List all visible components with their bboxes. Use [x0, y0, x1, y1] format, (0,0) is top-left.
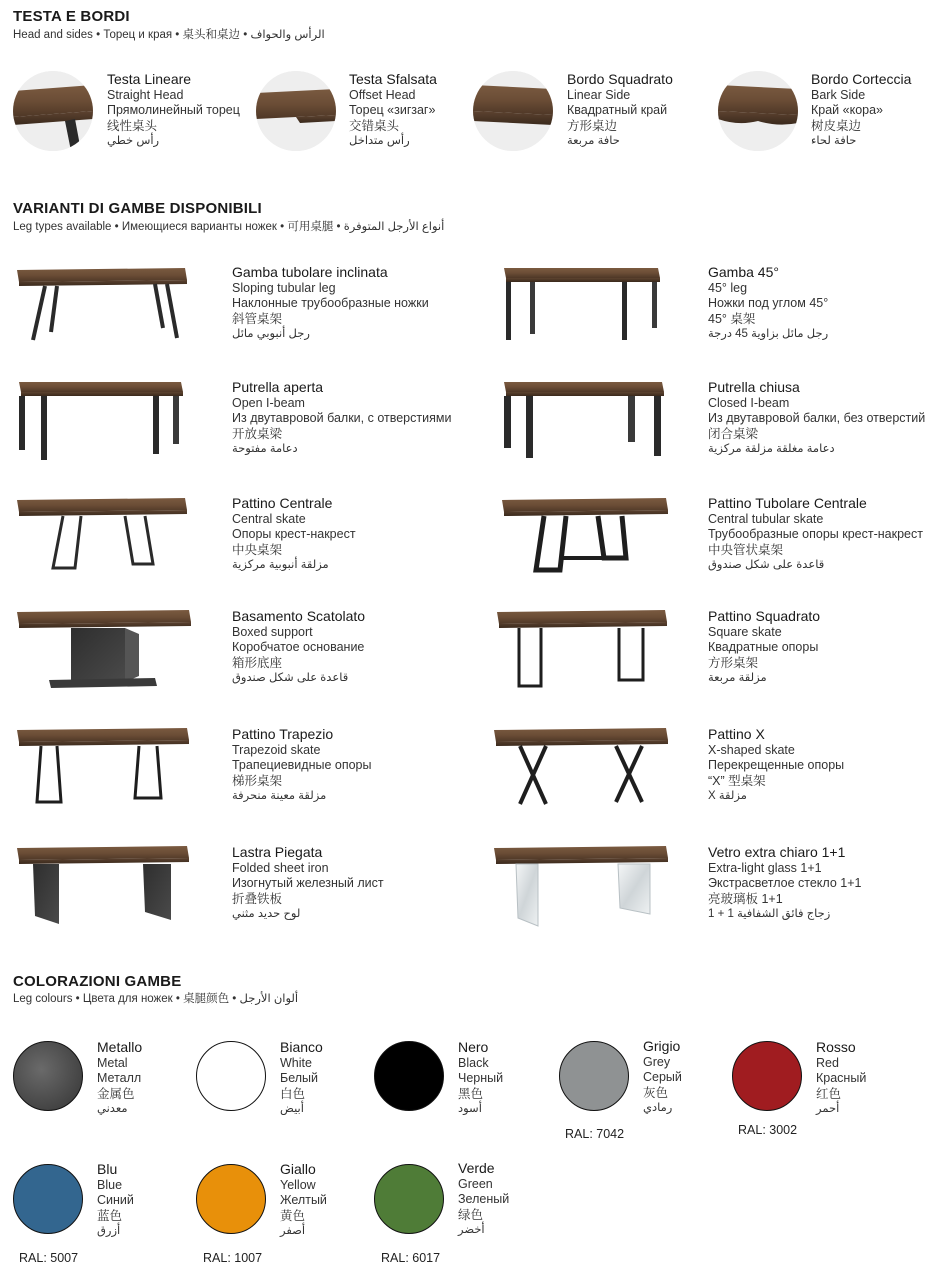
- linear-side-thumbnail: [473, 71, 553, 151]
- head-item-4-zh: 树皮桌边: [811, 118, 862, 133]
- head-item-4-ar: حافة لحاء: [811, 135, 857, 148]
- open-i-beam-table-icon: [15, 378, 185, 462]
- yellow-ral-code: RAL: 1007: [203, 1251, 263, 1265]
- x-shaped-skate-table-icon: [492, 724, 670, 810]
- straight-head-thumbnail: [13, 71, 93, 151]
- grey-swatch: [559, 1041, 629, 1111]
- colour-1-zh: 金属色: [97, 1086, 135, 1101]
- head-item-3-en: Linear Side: [567, 87, 631, 102]
- white-swatch: [196, 1041, 266, 1111]
- red-swatch: [732, 1041, 802, 1111]
- colour-1-name: Metallo: [97, 1039, 143, 1055]
- grey-ral-code: RAL: 7042: [565, 1127, 625, 1141]
- colour-5-name: Rosso: [816, 1039, 856, 1055]
- leg-2-zh: 45° 桌架: [708, 311, 756, 326]
- leg-5-zh: 中央桌架: [232, 542, 283, 557]
- leg-12-name: Vetro extra chiaro 1+1: [708, 844, 846, 860]
- leg-7-ru: Коробчатое основание: [232, 640, 365, 655]
- leg-8-zh: 方形桌架: [708, 655, 759, 670]
- head-item-1-ru: Прямолинейный торец: [107, 103, 240, 118]
- leg-7-name: Basamento Scatolato: [232, 608, 366, 624]
- boxed-support-table-icon: [15, 606, 193, 690]
- leg-11-ar: لوح حديد مثني: [232, 908, 301, 921]
- colour-7-en: Yellow: [280, 1177, 316, 1192]
- colour-2-name: Bianco: [280, 1039, 323, 1055]
- colour-3-name: Nero: [458, 1039, 489, 1055]
- head-item-2-en: Offset Head: [349, 87, 416, 102]
- leg-7-ar: قاعدة على شكل صندوق: [232, 672, 349, 685]
- leg-5-name: Pattino Centrale: [232, 495, 333, 511]
- leg-3-name: Putrella aperta: [232, 379, 324, 395]
- leg-11-name: Lastra Piegata: [232, 844, 323, 860]
- leg-7-en: Boxed support: [232, 624, 313, 639]
- leg-4-ar: دعامة مغلقة مزلقة مركزية: [708, 443, 835, 456]
- leg-2-en: 45° leg: [708, 280, 748, 295]
- central-tubular-skate-table-icon: [500, 494, 670, 576]
- leg-3-en: Open I-beam: [232, 395, 305, 410]
- metal-swatch: [13, 1041, 83, 1111]
- yellow-swatch: [196, 1164, 266, 1234]
- leg-11-en: Folded sheet iron: [232, 860, 329, 875]
- leg-11-ru: Изогнутый железный лист: [232, 876, 384, 891]
- colour-3-ar: أسود: [458, 1103, 482, 1116]
- leg-10-zh: “X” 型桌架: [708, 773, 766, 788]
- leg-2-ar: رجل مائل بزاوية 45 درجة: [708, 328, 829, 341]
- colours-section-title: COLORAZIONI GAMBE: [13, 973, 182, 990]
- folded-sheet-iron-table-icon: [15, 842, 191, 928]
- head-item-4-en: Bark Side: [811, 87, 866, 102]
- leg-3-ar: دعامة مفتوحة: [232, 443, 298, 456]
- black-swatch: [374, 1041, 444, 1111]
- leg-4-en: Closed I-beam: [708, 395, 790, 410]
- head-item-1-zh: 线性桌头: [107, 118, 158, 133]
- colour-4-en: Grey: [643, 1054, 671, 1069]
- leg-4-name: Putrella chiusa: [708, 379, 800, 395]
- colour-4-ru: Серый: [643, 1070, 682, 1085]
- leg-6-ru: Трубообразные опоры крест-накрест: [708, 527, 923, 542]
- colour-8-en: Green: [458, 1176, 493, 1191]
- head-section-subtitle: Head and sides • Торец и края • 桌头和桌边 • الرأس والحواف: [13, 29, 325, 41]
- leg-9-name: Pattino Trapezio: [232, 726, 334, 742]
- leg-12-en: Extra-light glass 1+1: [708, 860, 822, 875]
- head-item-3-name: Bordo Squadrato: [567, 71, 673, 87]
- leg-9-en: Trapezoid skate: [232, 742, 321, 757]
- leg-5-en: Central skate: [232, 511, 306, 526]
- leg-12-ru: Экстрасветлое стекло 1+1: [708, 876, 862, 891]
- leg-11-zh: 折叠铁板: [232, 891, 283, 906]
- colour-2-ru: Белый: [280, 1071, 319, 1086]
- central-skate-table-icon: [15, 494, 190, 574]
- leg-5-ru: Опоры крест-накрест: [232, 527, 356, 542]
- leg-6-name: Pattino Tubolare Centrale: [708, 495, 867, 511]
- colour-6-ar: أزرق: [97, 1225, 121, 1238]
- leg-8-ru: Квадратные опоры: [708, 640, 819, 655]
- colour-2-ar: أبيض: [280, 1103, 304, 1116]
- leg-6-en: Central tubular skate: [708, 511, 824, 526]
- leg-8-ar: مزلقة مربعة: [708, 672, 767, 685]
- colour-5-zh: 红色: [816, 1086, 842, 1101]
- square-skate-table-icon: [495, 606, 670, 690]
- colour-6-ru: Синий: [97, 1193, 134, 1208]
- trapezoid-skate-table-icon: [15, 724, 191, 808]
- leg-1-zh: 斜管桌架: [232, 311, 283, 326]
- colour-5-ru: Красный: [816, 1071, 867, 1086]
- leg-8-name: Pattino Squadrato: [708, 608, 821, 624]
- colour-1-en: Metal: [97, 1055, 128, 1070]
- head-item-4-ru: Край «кора»: [811, 103, 884, 118]
- colour-5-en: Red: [816, 1055, 839, 1070]
- head-item-3-zh: 方形桌边: [567, 118, 618, 133]
- colour-7-zh: 黄色: [280, 1208, 306, 1223]
- blue-swatch: [13, 1164, 83, 1234]
- colour-7-ar: أصفر: [280, 1225, 306, 1238]
- colour-3-ru: Черный: [458, 1071, 504, 1086]
- colour-8-zh: 绿色: [458, 1207, 484, 1222]
- offset-head-thumbnail: [256, 71, 336, 151]
- colour-1-ru: Металл: [97, 1071, 142, 1086]
- leg-2-ru: Ножки под углом 45°: [708, 296, 829, 311]
- head-item-3-ar: حافة مربعة: [567, 135, 620, 148]
- leg-1-ar: رجل أنبوبي مائل: [232, 328, 310, 341]
- colour-8-name: Verde: [458, 1160, 495, 1176]
- green-ral-code: RAL: 6017: [381, 1251, 441, 1265]
- colour-6-zh: 蓝色: [97, 1208, 123, 1223]
- head-item-2-name: Testa Sfalsata: [349, 71, 437, 87]
- leg-9-ru: Трапециевидные опоры: [232, 758, 372, 773]
- leg-9-ar: مزلقة معينة منحرفة: [232, 790, 327, 803]
- leg-10-ru: Перекрещенные опоры: [708, 758, 845, 773]
- colour-4-ar: رمادي: [643, 1102, 673, 1115]
- colour-6-name: Blu: [97, 1161, 118, 1177]
- leg-4-ru: Из двутавровой балки, без отверстий: [708, 411, 926, 426]
- leg-3-ru: Из двутавровой балки, с отверстиями: [232, 411, 452, 426]
- 45-degree-leg-table-icon: [500, 262, 665, 344]
- head-section-title: TESTA E BORDI: [13, 8, 130, 25]
- leg-10-en: X-shaped skate: [708, 742, 795, 757]
- leg-6-zh: 中央管状桌架: [708, 542, 784, 557]
- colour-5-ar: أحمر: [816, 1103, 840, 1116]
- colour-4-name: Grigio: [643, 1038, 681, 1054]
- leg-12-ar: زجاج فائق الشفافية 1 + 1: [708, 908, 831, 921]
- red-ral-code: RAL: 3002: [738, 1123, 798, 1137]
- head-item-3-ru: Квадратный край: [567, 103, 668, 118]
- leg-10-name: Pattino X: [708, 726, 765, 742]
- closed-i-beam-table-icon: [500, 378, 670, 462]
- leg-10-ar: مزلقة X: [708, 790, 747, 803]
- head-item-2-zh: 交错桌头: [349, 118, 400, 133]
- head-item-4-name: Bordo Corteccia: [811, 71, 912, 87]
- colour-1-ar: معدني: [97, 1103, 128, 1116]
- colours-section-subtitle: Leg colours • Цвета для ножек • 桌腿颜色 • ألوان الأرجل: [13, 993, 299, 1005]
- head-item-1-ar: رأس خطي: [107, 135, 160, 148]
- leg-9-zh: 梯形桌架: [232, 773, 283, 788]
- colour-7-name: Giallo: [280, 1161, 316, 1177]
- bark-side-thumbnail: [718, 71, 798, 151]
- colour-4-zh: 灰色: [643, 1085, 669, 1100]
- colour-2-en: White: [280, 1055, 312, 1070]
- leg-7-zh: 箱形底座: [232, 655, 283, 670]
- head-item-1-name: Testa Lineare: [107, 71, 192, 87]
- leg-1-name: Gamba tubolare inclinata: [232, 264, 388, 280]
- colour-8-ru: Зеленый: [458, 1192, 510, 1207]
- leg-2-name: Gamba 45°: [708, 264, 779, 280]
- colour-7-ru: Желтый: [280, 1193, 327, 1208]
- leg-5-ar: مزلقة أنبوبية مركزية: [232, 559, 329, 572]
- colour-2-zh: 白色: [280, 1086, 306, 1101]
- leg-1-en: Sloping tubular leg: [232, 280, 336, 295]
- extra-light-glass-table-icon: [492, 842, 670, 930]
- colour-3-en: Black: [458, 1055, 489, 1070]
- leg-1-ru: Наклонные трубообразные ножки: [232, 296, 429, 311]
- leg-12-zh: 亮玻璃板 1+1: [708, 891, 783, 906]
- sloping-leg-table-icon: [15, 262, 190, 344]
- leg-4-zh: 闭合桌梁: [708, 426, 759, 441]
- colour-6-en: Blue: [97, 1177, 123, 1192]
- head-item-1-en: Straight Head: [107, 87, 184, 102]
- head-item-2-ar: رأس متداخل: [349, 135, 410, 148]
- leg-8-en: Square skate: [708, 624, 782, 639]
- blue-ral-code: RAL: 5007: [19, 1251, 79, 1265]
- colour-3-zh: 黑色: [458, 1086, 484, 1101]
- leg-6-ar: قاعدة على شكل صندوق: [708, 559, 825, 572]
- leg-3-zh: 开放桌梁: [232, 426, 283, 441]
- green-swatch: [374, 1164, 444, 1234]
- legs-section-title: VARIANTI DI GAMBE DISPONIBILI: [13, 200, 262, 217]
- head-item-2-ru: Торец «зигзаг»: [349, 103, 436, 118]
- legs-section-subtitle: Leg types available • Имеющиеся варианты ножек • 可用桌腿 • أنواع الأرجل المتوفرة: [13, 221, 445, 233]
- colour-8-ar: أخضر: [458, 1224, 485, 1237]
